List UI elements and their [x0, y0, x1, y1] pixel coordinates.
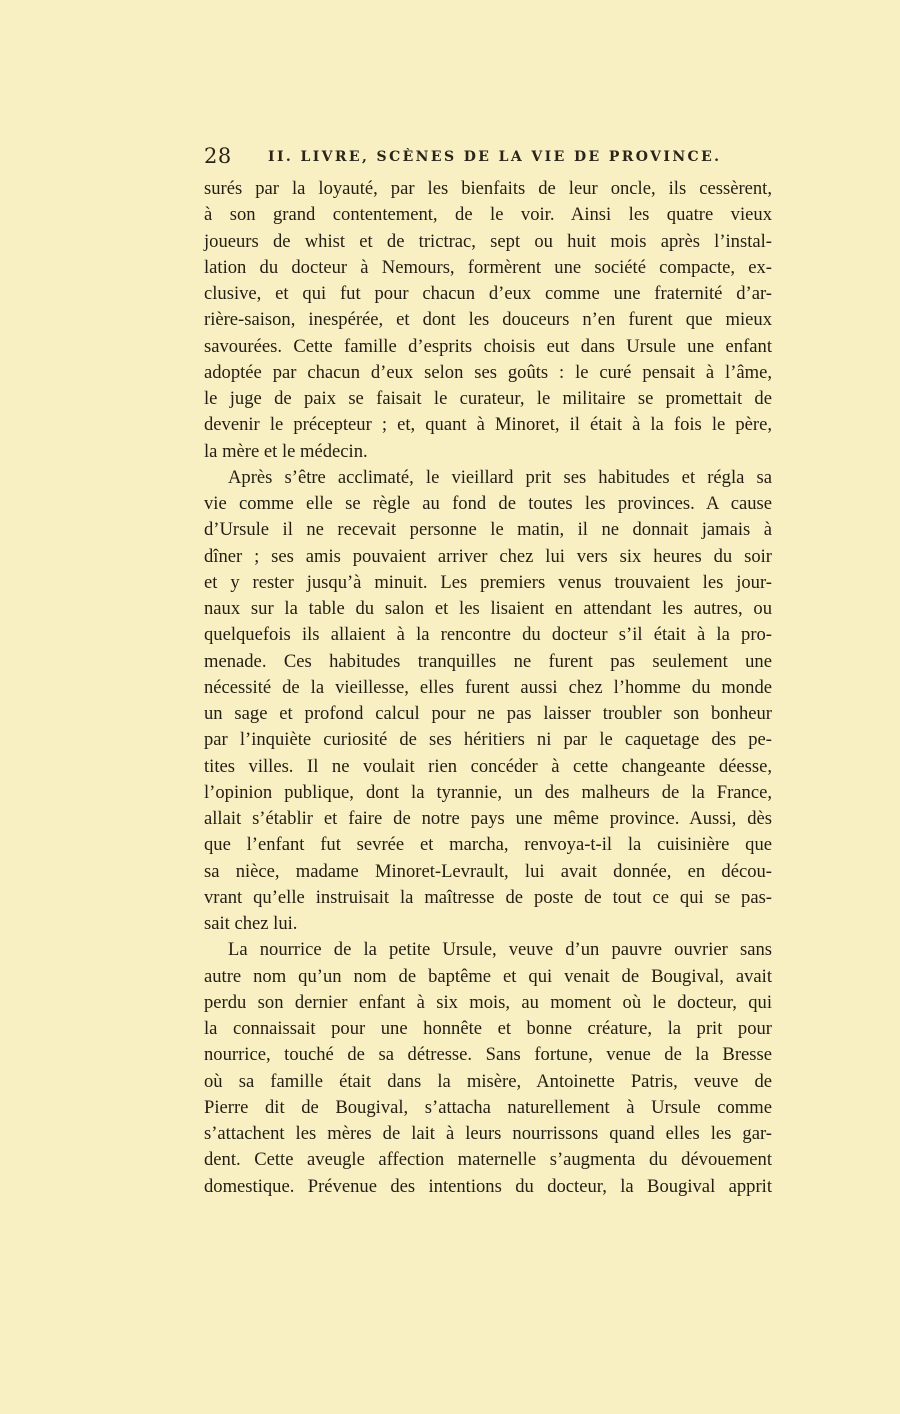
text-line: vie comme elle se règle au fond de toutes les provinces. A cause [204, 493, 772, 514]
text-line: menade. Ces habitudes tranquilles ne furent pas seulement une [204, 650, 772, 672]
text-line: joueurs de whist et de trictrac, sept ou huit mois après l’instal- [204, 230, 772, 252]
text-line: lation du docteur à Nemours, formèrent une société compacte, ex- [204, 256, 772, 278]
text-line: rière-saison, inespérée, et dont les douceurs n’en furent que mieux [204, 309, 772, 331]
text-line: que l’enfant fut sevrée et marcha, renvoya-t-il la cuisinière que [204, 834, 772, 856]
text-line: tites villes. Il ne voulait rien concéder à cette changeante déesse, [204, 755, 772, 777]
text-line: perdu son dernier enfant à six mois, au moment où le docteur, qui [204, 991, 772, 1013]
text-line: la mère et le médecin. [204, 440, 368, 462]
text-line: nécessité de la vieillesse, elles furent aussi chez l’homme du monde [204, 676, 772, 698]
text-line: naux sur la table du salon et les lisaient en attendant les autres, ou [204, 598, 772, 619]
text-line: clusive, et qui fut pour chacun d’eux comme une fraternité d’ar- [204, 283, 772, 304]
text-line: devenir le précepteur ; et, quant à Minoret, il était à la fois le père, [204, 414, 772, 436]
text-line: par l’inquiète curiosité de ses héritiers ni par le caquetage des pe- [204, 729, 772, 751]
text-line: nourrice, touché de sa détresse. Sans fortune, venue de la Bresse [204, 1044, 772, 1066]
text-line: autre nom qu’un nom de baptême et qui venait de Bougival, avait [204, 965, 772, 987]
text-line: allait s’établir et faire de notre pays une même province. Aussi, dès [204, 808, 772, 829]
text-line: l’opinion publique, dont la tyrannie, un des malheurs de la France, [204, 781, 772, 803]
text-line: vrant qu’elle instruisait la maîtresse de poste de tout ce qui se pas- [204, 886, 772, 908]
page-number: 28 [204, 144, 232, 168]
text-line: sait chez lui. [204, 913, 298, 934]
text-line: à son grand contentement, de le voir. Ainsi les quatre vieux [204, 204, 772, 226]
body-text [204, 176, 772, 1200]
running-head: II. LIVRE, SCÈNES DE LA VIE DE PROVINCE. [268, 149, 722, 165]
paragraph-start-line: La nourrice de la petite Ursule, veuve d’un pauvre ouvrier sans [228, 939, 772, 961]
text-line: surés par la loyauté, par les bienfaits de leur oncle, ils cessèrent, [204, 178, 772, 199]
text-line: adoptée par chacun d’eux selon ses goûts : le curé pensait à l’âme, [204, 361, 772, 383]
text-line: dîner ; ses amis pouvaient arriver chez lui vers six heures du soir [204, 545, 772, 567]
text-line: la connaissait pour une honnête et bonne créature, la prit pour [204, 1018, 772, 1039]
text-line: savourées. Cette famille d’esprits choisis eut dans Ursule une enfant [204, 335, 772, 357]
text-line: d’Ursule il ne recevait personne le matin, il ne donnait jamais à [204, 519, 772, 541]
text-line: sa nièce, madame Minoret-Levrault, lui avait donnée, en décou- [204, 860, 772, 882]
text-line: et y rester jusqu’à minuit. Les premiers venus trouvaient les jour- [204, 571, 772, 593]
text-line: dent. Cette aveugle affection maternelle s’augmenta du dévouement [204, 1149, 772, 1171]
text-line: quelquefois ils allaient à la rencontre du docteur s’il était à la pro- [204, 624, 772, 646]
text-line: Pierre dit de Bougival, s’attacha naturellement à Ursule comme [204, 1096, 772, 1118]
text-line: le juge de paix se faisait le curateur, le militaire se promettait de [204, 388, 772, 409]
text-line: où sa famille était dans la misère, Antoinette Patris, veuve de [204, 1070, 772, 1092]
text-line: s’attachent les mères de lait à leurs nourrissons quand elles les gar- [204, 1123, 772, 1144]
page-header [204, 142, 772, 176]
text-line: un sage et profond calcul pour ne pas laisser troubler son bonheur [204, 703, 772, 724]
text-line: domestique. Prévenue des intentions du docteur, la Bougival apprit [204, 1175, 772, 1197]
paragraph-start-line: Après s’être acclimaté, le vieillard prit ses habitudes et régla sa [228, 466, 772, 488]
